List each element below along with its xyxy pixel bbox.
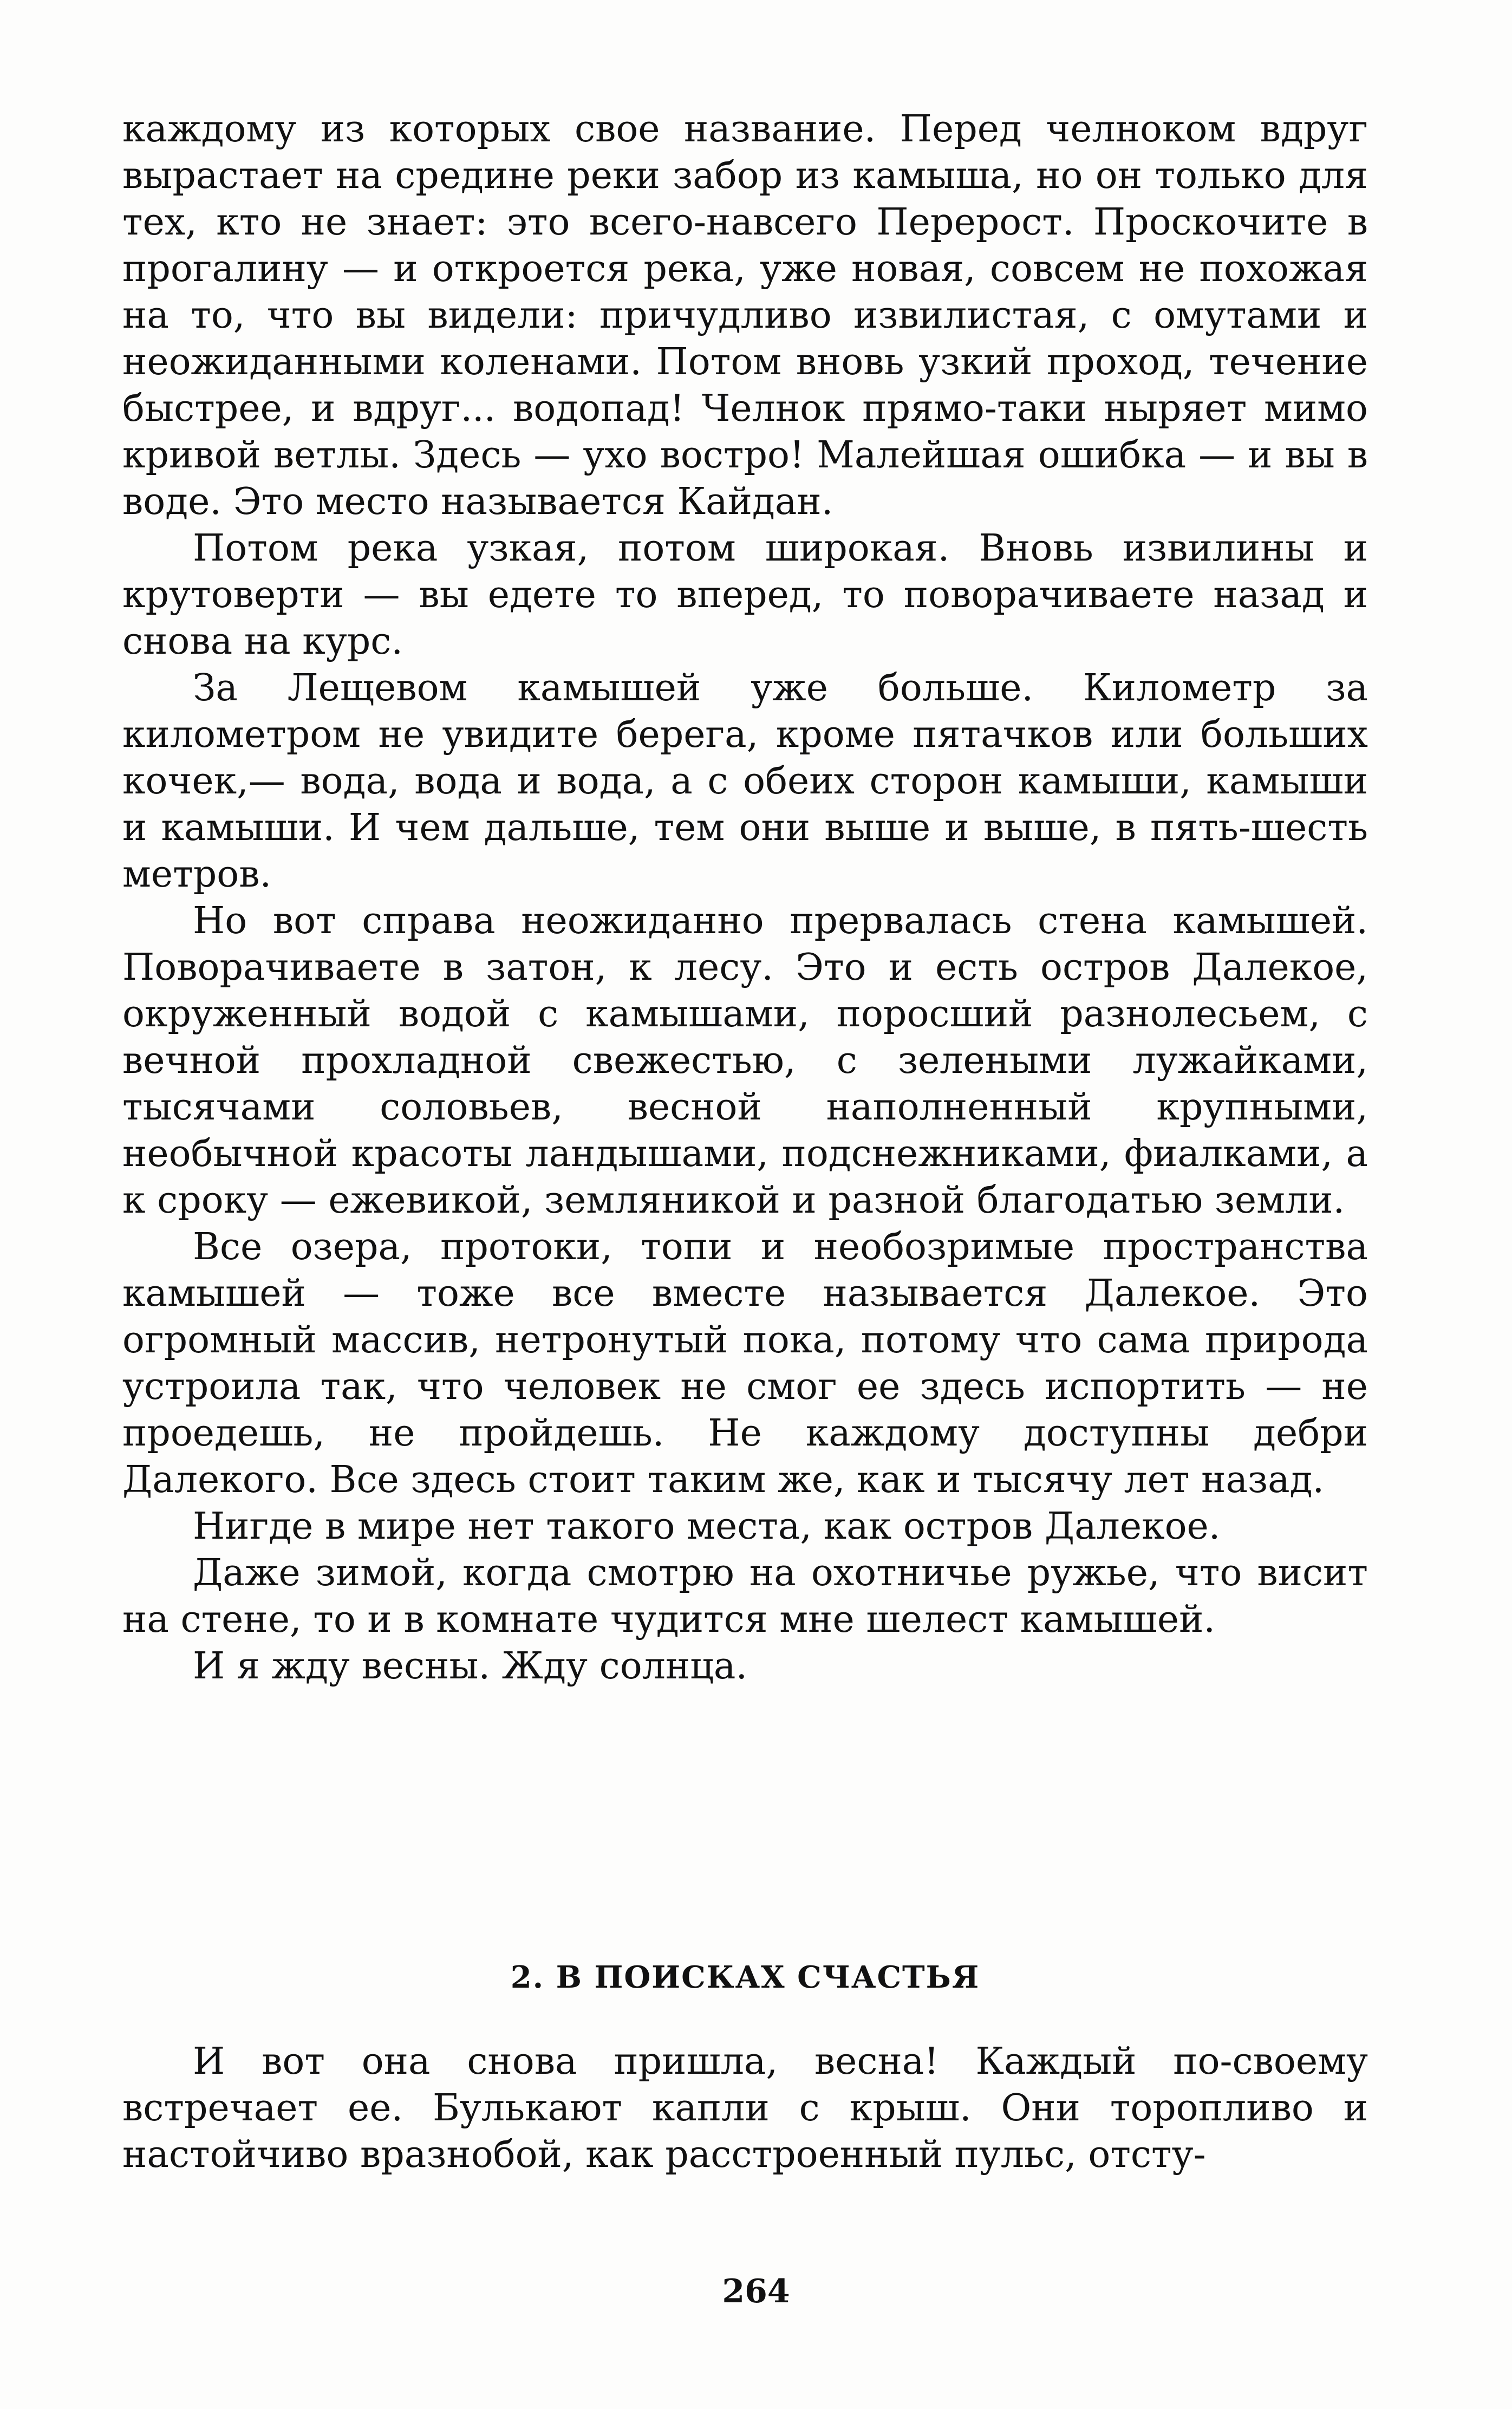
main-text	[122, 106, 1368, 1690]
paragraph-4: Но вот справа неожиданно прервалась стена камышей. Поворачиваете в затон, к лесу. Это и есть остров Далекое, окруженный водой с камышами, поросший разнолесьем, с вечной прохладной свежестью, с зелеными лужайками, тысячами соловьев, весной наполненный крупными, необычной красоты ландышами, подснежниками, фиалками, а к сроку — ежевикой, земляникой и разной благодатью земли.	[122, 900, 1368, 1222]
section-text	[122, 2039, 1368, 2178]
section-heading: 2. В ПОИСКАХ СЧАСТЬЯ	[510, 1959, 980, 1995]
page-number: 264	[722, 2273, 790, 2310]
paragraph-8: И я жду весны. Жду солнца.	[193, 1645, 748, 1688]
paragraph-2: Потом река узкая, потом широкая. Вновь извилины и крутоверти — вы едете то вперед, то поворачиваете назад и снова на курс.	[122, 527, 1368, 663]
paragraph-3: За Лещевом камышей уже больше. Километр за километром не увидите берега, кроме пятачков или больших кочек,— вода, вода и вода, а с обеих сторон камыши, камыши и камыши. И чем дальше, тем они выше и выше, в пять-шесть метров.	[122, 667, 1368, 896]
paragraph-5: Все озера, протоки, топи и необозримые пространства камышей — тоже все вместе называется Далекое. Это огромный массив, нетронутый пока, потому что сама природа устроила так, что человек не смог ее здесь испортить — не проедешь, не пройдешь. Не каждому доступны дебри Далекого. Все здесь стоит таким же, как и тысячу лет назад.	[122, 1226, 1368, 1501]
section-paragraph: И вот она снова пришла, весна! Каждый по-своему встречает ее. Булькают капли с крыш. Они торопливо и настойчиво вразнобой, как расстроенный пульс, отсту-	[122, 2040, 1368, 2176]
paragraph-7: Даже зимой, когда смотрю на охотничье ружье, что висит на стене, то и в комнате чудится мне шелест камышей.	[122, 1552, 1368, 1641]
paragraph-6: Нигде в мире нет такого места, как остров Далекое.	[193, 1505, 1221, 1548]
paragraph-1: каждому из которых свое название. Перед челноком вдруг вырастает на средине реки забор из камыша, но он только для тех, кто не знает: это всего-навсего Перерост. Проскочите в прогалину — и откроется река, уже новая, совсем не похожая на то, что вы видели: причудливо извилистая, с омутами и неожиданными коленами. Потом вновь узкий проход, течение быстрее, и вдруг... водопад! Челнок прямо-таки ныряет мимо кривой ветлы. Здесь — ухо востро! Малейшая ошибка — и вы в воде. Это место называется Кайдан.	[122, 108, 1368, 523]
